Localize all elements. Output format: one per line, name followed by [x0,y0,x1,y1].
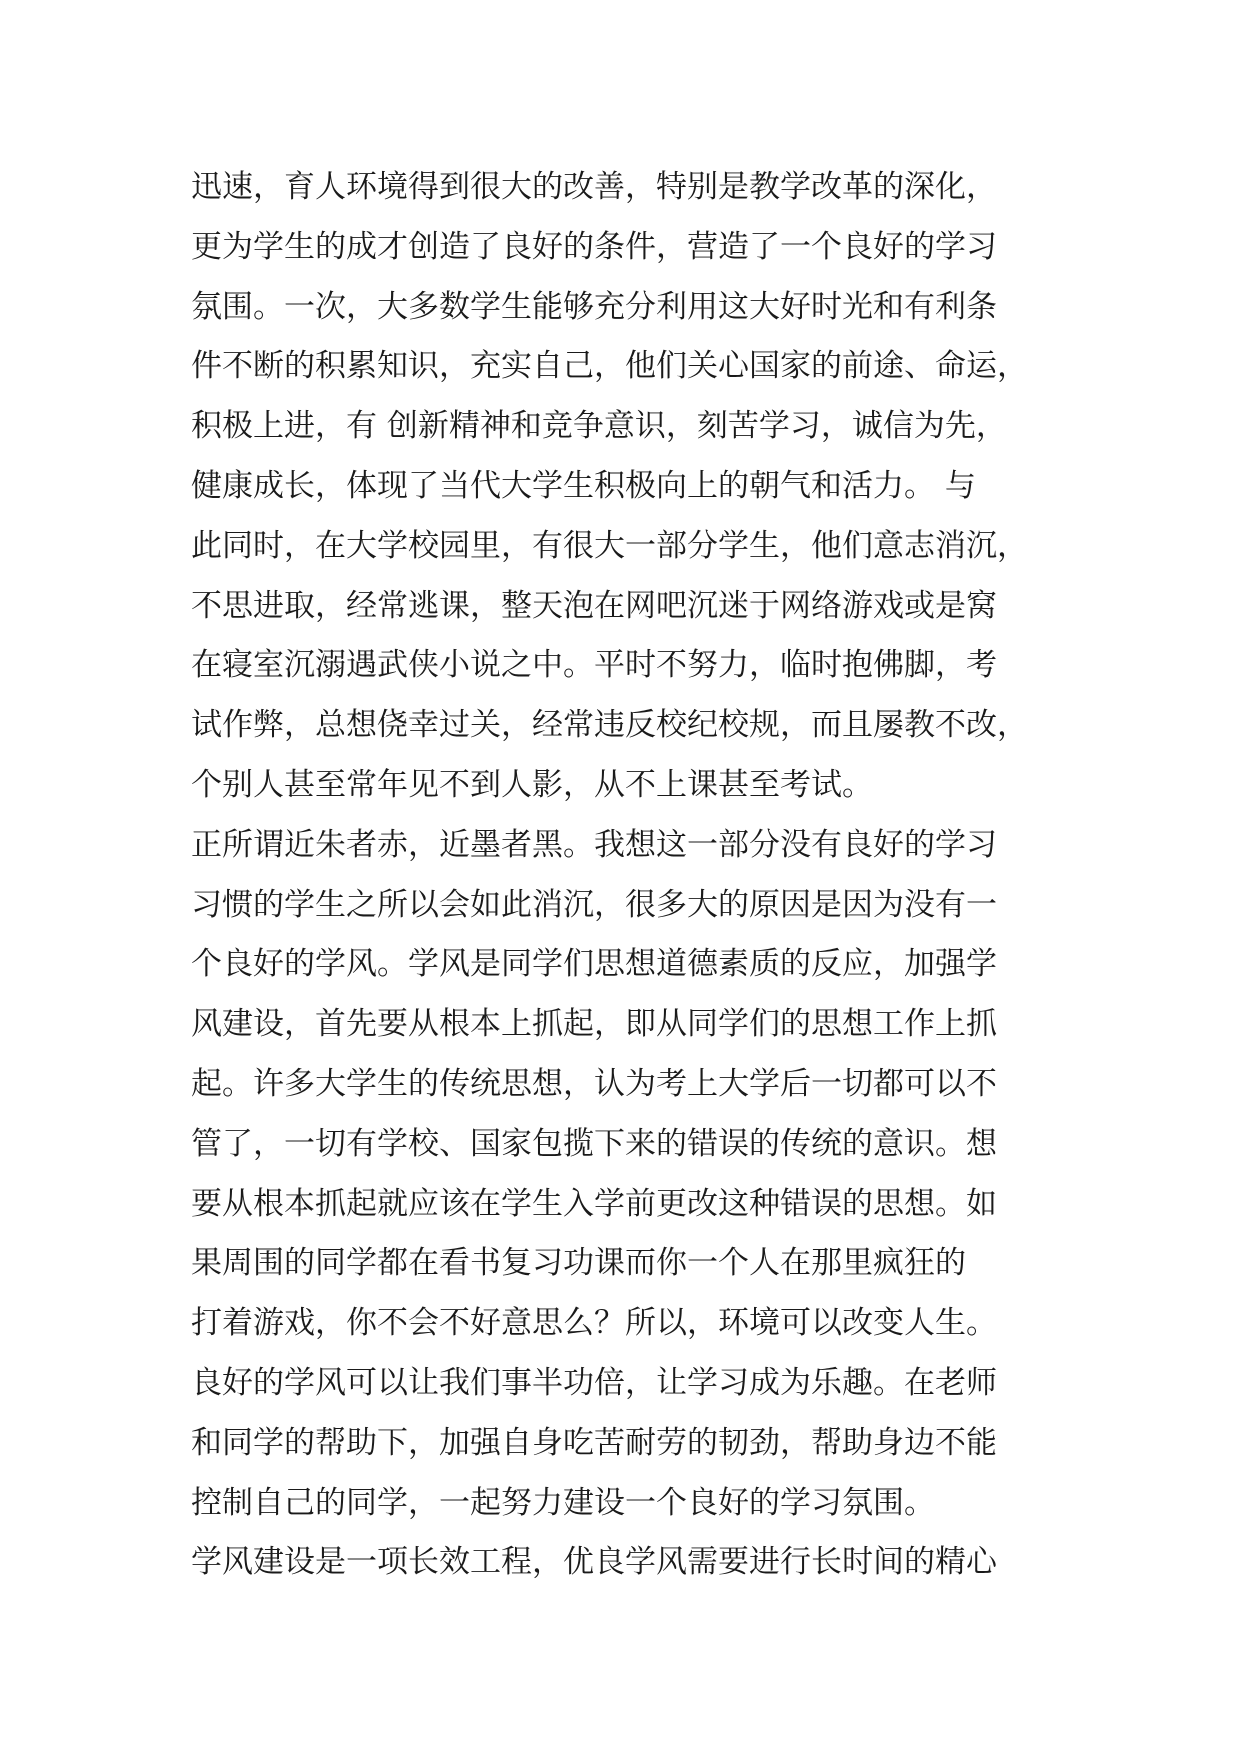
text-line: 起。许多大学生的传统思想，认为考上大学后一切都可以不 [191,1065,997,1102]
text-line: 试作弊，总想侥幸过关，经常违反校纪校规，而且屡教不改， [191,707,1028,744]
text-line: 健康成长，体现了当代大学生积极向上的朝气和活力。 与 [191,467,976,504]
text-line: 个良好的学风。学风是同学们思想道德素质的反应，加强学 [191,946,997,983]
text-line: 良好的学风可以让我们事半功倍，让学习成为乐趣。在老师 [191,1364,997,1401]
text-line: 件不断的积累知识，充实自己，他们关心国家的前途、命运， [191,348,1028,385]
text-line: 在寝室沉溺遇武侠小说之中。平时不努力，临时抱佛脚，考 [191,647,997,684]
text-line: 和同学的帮助下，加强自身吃苦耐劳的韧劲，帮助身边不能 [191,1424,997,1461]
text-line: 积极上进，有 创新精神和竞争意识，刻苦学习，诚信为先， [191,408,1007,445]
text-line: 果周围的同学都在看书复习功课而你一个人在那里疯狂的 [191,1245,966,1282]
text-line: 此同时，在大学校园里，有很大一部分学生，他们意志消沉， [191,527,1028,564]
text-line: 要从根本抓起就应该在学生入学前更改这种错误的思想。如 [191,1185,997,1222]
body-text [191,158,1071,1593]
text-line: 学风建设是一项长效工程，优良学风需要进行长时间的精心 [191,1544,997,1581]
text-line: 氛围。一次，大多数学生能够充分利用这大好时光和有利条 [191,288,997,325]
text-line: 个别人甚至常年见不到人影，从不上课甚至考试。 [191,766,873,803]
text-line: 控制自己的同学，一起努力建设一个良好的学习氛围。 [191,1484,935,1521]
text-line: 管了，一切有学校、国家包揽下来的错误的传统的意识。想 [191,1125,997,1162]
text-line: 打着游戏，你不会不好意思么？所以，环境可以改变人生。 [191,1305,997,1342]
text-line: 习惯的学生之所以会如此消沉，很多大的原因是因为没有一 [191,886,997,923]
text-line: 风建设，首先要从根本上抓起，即从同学们的思想工作上抓 [191,1006,997,1043]
text-line: 更为学生的成才创造了良好的条件，营造了一个良好的学习 [191,228,997,265]
text-line: 不思进取，经常逃课，整天泡在网吧沉迷于网络游戏或是窝 [191,587,997,624]
text-line: 正所谓近朱者赤，近墨者黑。我想这一部分没有良好的学习 [191,826,997,863]
text-line: 迅速，育人环境得到很大的改善，特别是教学改革的深化， [191,169,997,205]
